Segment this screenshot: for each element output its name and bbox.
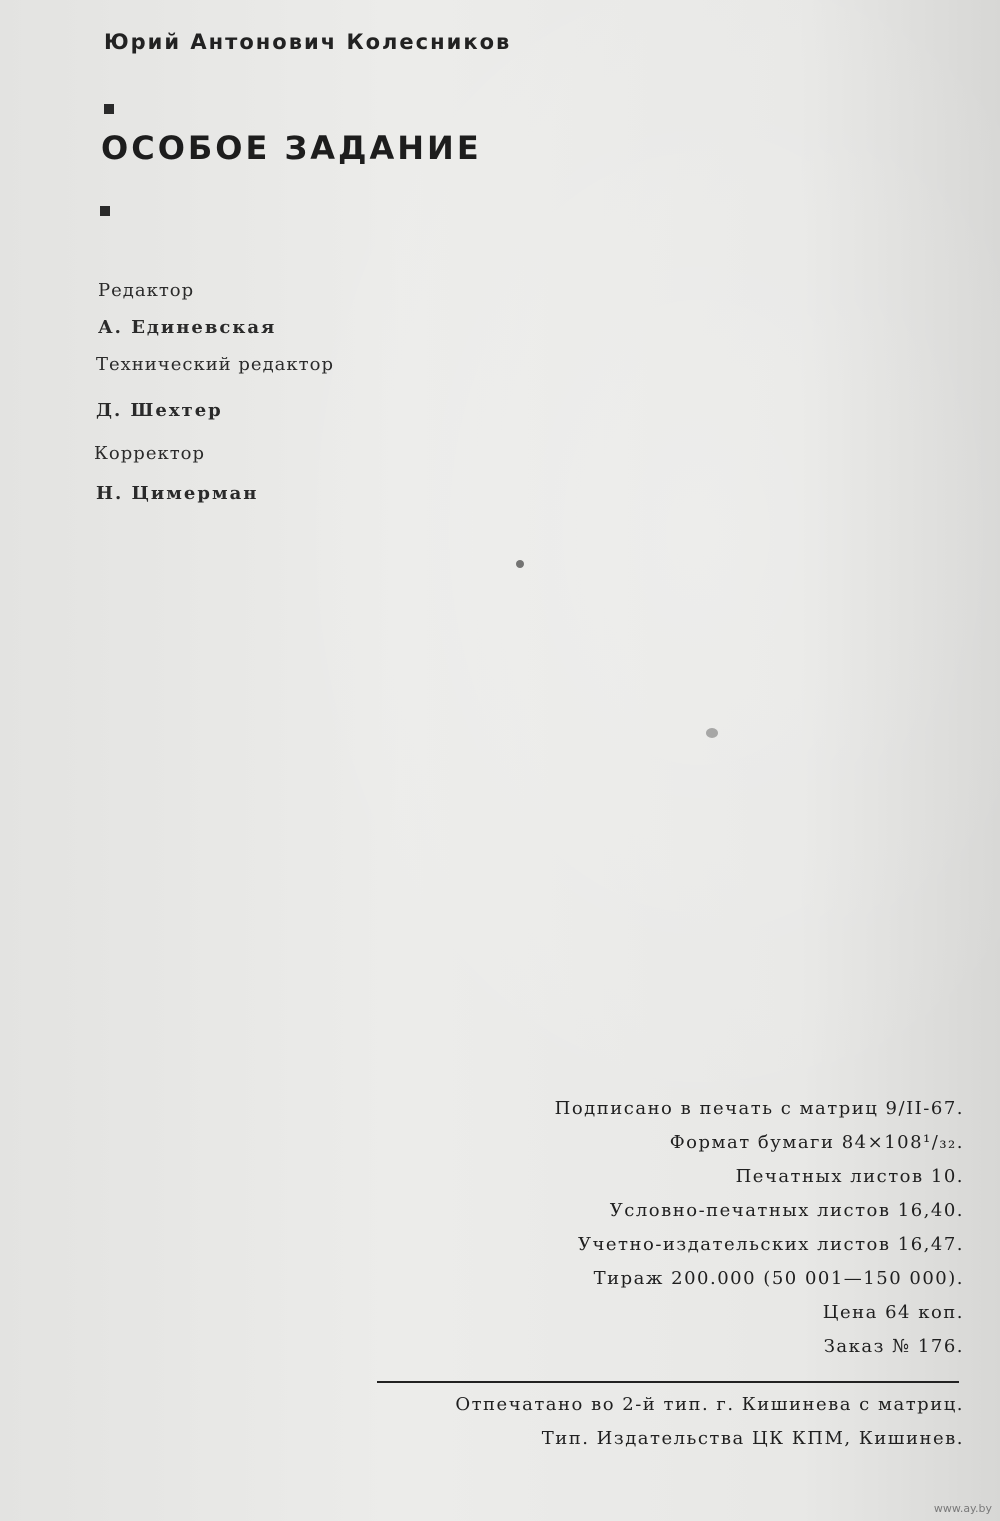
ink-speck	[706, 728, 718, 738]
printed-at-line: Отпечатано во 2-й тип. г. Кишинева с матриц.	[455, 1394, 964, 1415]
editor-role: Редактор	[98, 280, 195, 301]
ink-speck	[516, 560, 524, 568]
technical-editor-name: Д. Шехтер	[96, 400, 223, 421]
decorative-square-top	[104, 104, 114, 114]
imprint-signed-for-print: Подписано в печать с матриц 9/II-67.	[554, 1098, 964, 1119]
proofreader-name: Н. Цимерман	[96, 483, 259, 504]
imprint-publishing-sheets: Учетно-издательских листов 16,47.	[577, 1234, 964, 1255]
technical-editor-role: Технический редактор	[96, 354, 334, 375]
book-title: ОСОБОЕ ЗАДАНИЕ	[101, 129, 482, 167]
printing-house-block	[364, 1388, 964, 1456]
watermark: www.ay.by	[933, 1502, 992, 1515]
publisher-line: Тип. Издательства ЦК КПМ, Кишинев.	[541, 1428, 964, 1449]
imprint-order-number: Заказ № 176.	[823, 1336, 964, 1357]
imprint-block	[404, 1092, 964, 1364]
imprint-paper-format: Формат бумаги 84×108¹/₃₂.	[669, 1132, 964, 1153]
editor-name: А. Единевская	[98, 317, 277, 338]
proofreader-role: Корректор	[94, 443, 206, 464]
imprint-print-run: Тираж 200.000 (50 001—150 000).	[593, 1268, 964, 1289]
decorative-square-bottom	[100, 206, 110, 216]
divider-rule	[377, 1381, 959, 1383]
imprint-price: Цена 64 коп.	[822, 1302, 964, 1323]
author-name: Юрий Антонович Колесников	[104, 30, 512, 54]
imprint-printed-sheets: Печатных листов 10.	[735, 1166, 964, 1187]
imprint-conventional-sheets: Условно-печатных листов 16,40.	[609, 1200, 964, 1221]
